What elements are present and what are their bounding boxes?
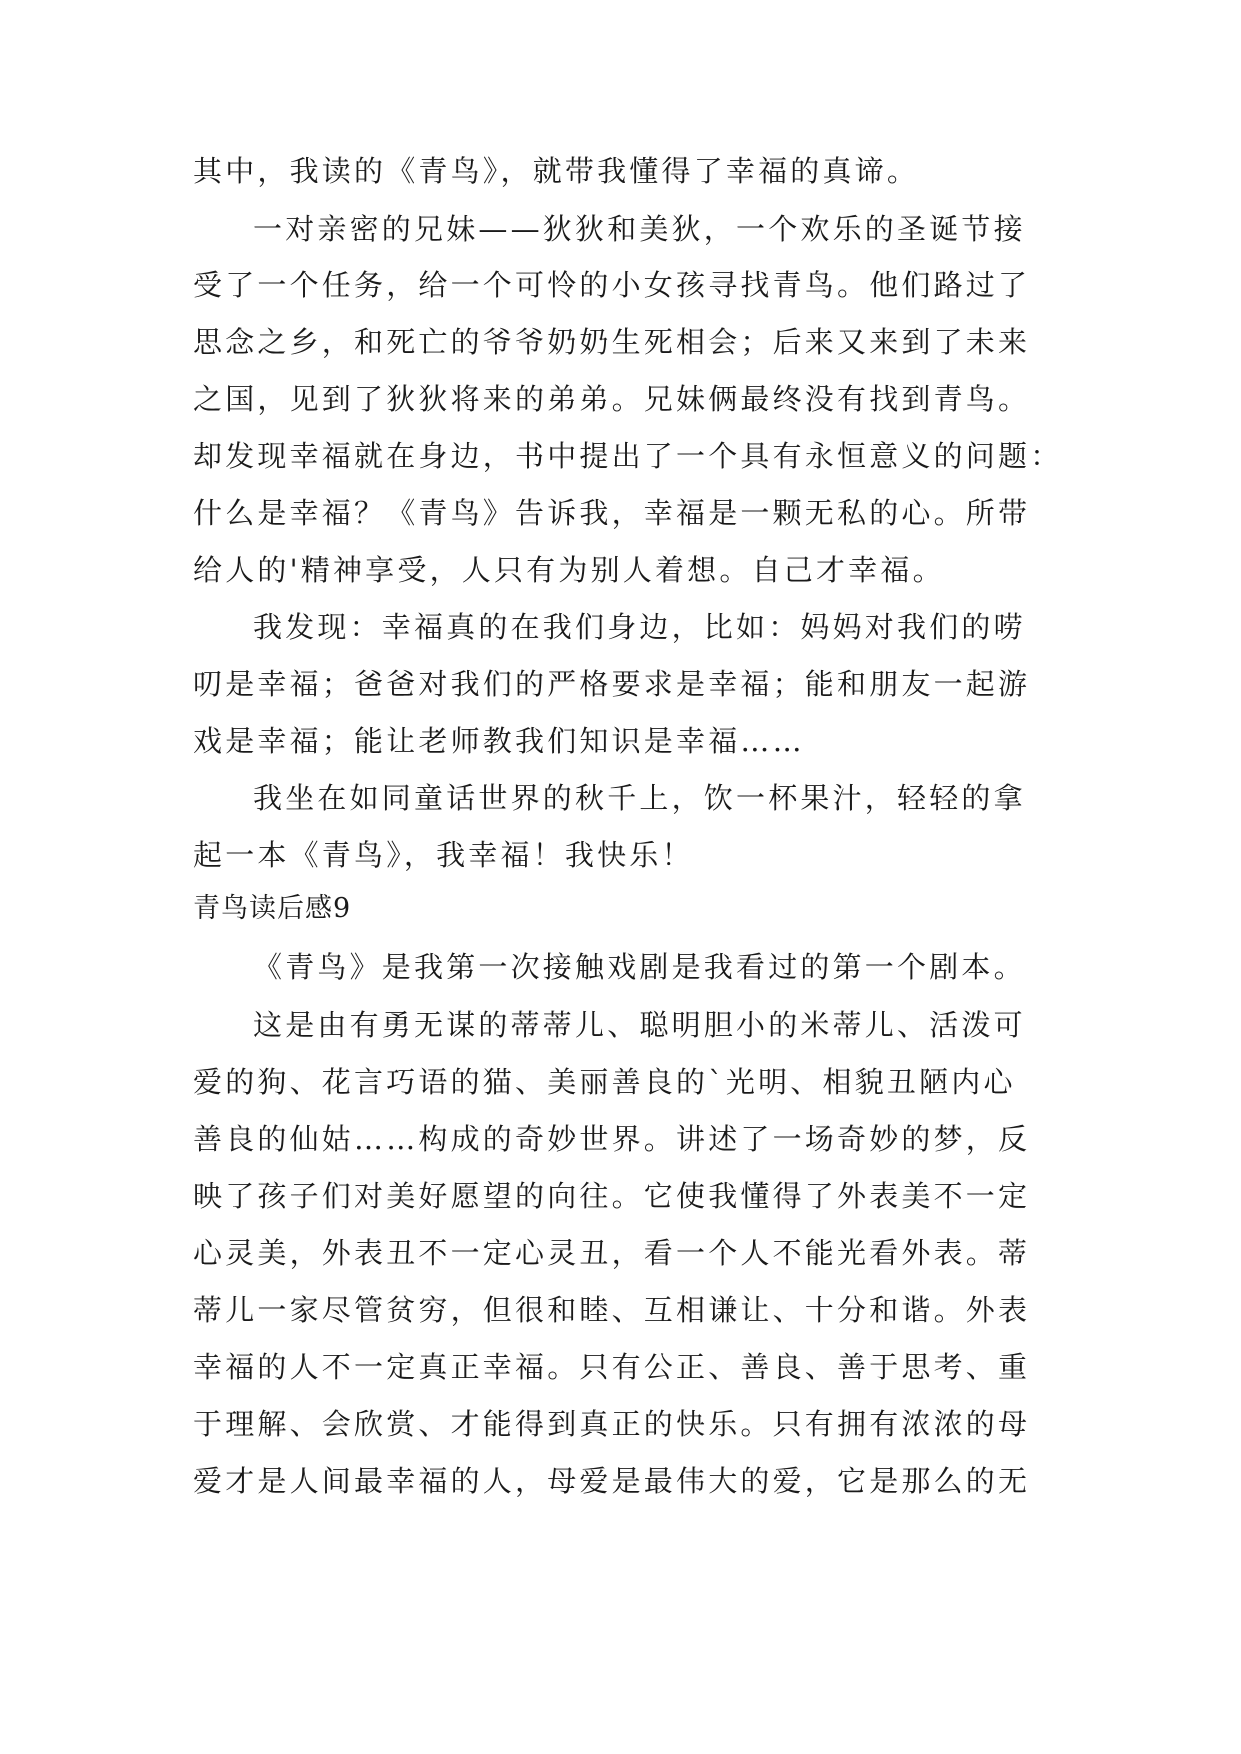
text-line: 受了一个任务，给一个可怜的小女孩寻找青鸟。他们路过了 — [193, 268, 1031, 302]
text-line: 爱的狗、花言巧语的猫、美丽善良的`光明、相貌丑陋内心 — [193, 1065, 1016, 1099]
text-line: 善良的仙姑……构成的奇妙世界。讲述了一场奇妙的梦，反 — [193, 1122, 1031, 1156]
paragraph-start-line: 我发现：幸福真的在我们身边，比如：妈妈对我们的唠 — [253, 610, 1026, 644]
text-line: 叨是幸福；爸爸对我们的严格要求是幸福；能和朋友一起游 — [193, 667, 1031, 701]
text-line: 于理解、会欣赏、才能得到真正的快乐。只有拥有浓浓的母 — [193, 1407, 1031, 1441]
text-line: 思念之乡，和死亡的爷爷奶奶生死相会；后来又来到了未来 — [193, 325, 1031, 359]
text-line: 起一本《青鸟》，我幸福！我快乐！ — [193, 838, 694, 872]
paragraph-start-line: 我坐在如同童话世界的秋千上，饮一杯果汁，轻轻的拿 — [253, 781, 1026, 815]
text-line: 映了孩子们对美好愿望的向往。它使我懂得了外表美不一定 — [193, 1179, 1031, 1213]
text-line: 幸福的人不一定真正幸福。只有公正、善良、善于思考、重 — [193, 1350, 1031, 1384]
text-line: 戏是幸福；能让老师教我们知识是幸福…… — [193, 724, 805, 758]
text-line: 心灵美，外表丑不一定心灵丑，看一个人不能光看外表。蒂 — [193, 1236, 1031, 1270]
text-line: 什么是幸福？《青鸟》告诉我，幸福是一颗无私的心。所带 — [193, 496, 1031, 530]
text-line: 蒂儿一家尽管贫穷，但很和睦、互相谦让、十分和谐。外表 — [193, 1293, 1031, 1327]
section-heading: 青鸟读后感9 — [193, 893, 352, 924]
paragraph-start-line: 《青鸟》是我第一次接触戏剧是我看过的第一个剧本。 — [253, 950, 1026, 984]
paragraph-start-line: 一对亲密的兄妹——狄狄和美狄，一个欢乐的圣诞节接 — [253, 212, 1026, 246]
paragraph-start-line: 这是由有勇无谋的蒂蒂儿、聪明胆小的米蒂儿、活泼可 — [253, 1008, 1026, 1042]
text-line: 爱才是人间最幸福的人，母爱是最伟大的爱，它是那么的无 — [193, 1464, 1031, 1498]
text-line: 其中，我读的《青鸟》，就带我懂得了幸福的真谛。 — [193, 154, 920, 188]
text-line: 给人的'精神享受，人只有为别人着想。自己才幸福。 — [193, 553, 945, 587]
text-line: 却发现幸福就在身边，书中提出了一个具有永恒意义的问题： — [193, 439, 1063, 473]
text-line: 之国，见到了狄狄将来的弟弟。兄妹俩最终没有找到青鸟。 — [193, 382, 1031, 416]
